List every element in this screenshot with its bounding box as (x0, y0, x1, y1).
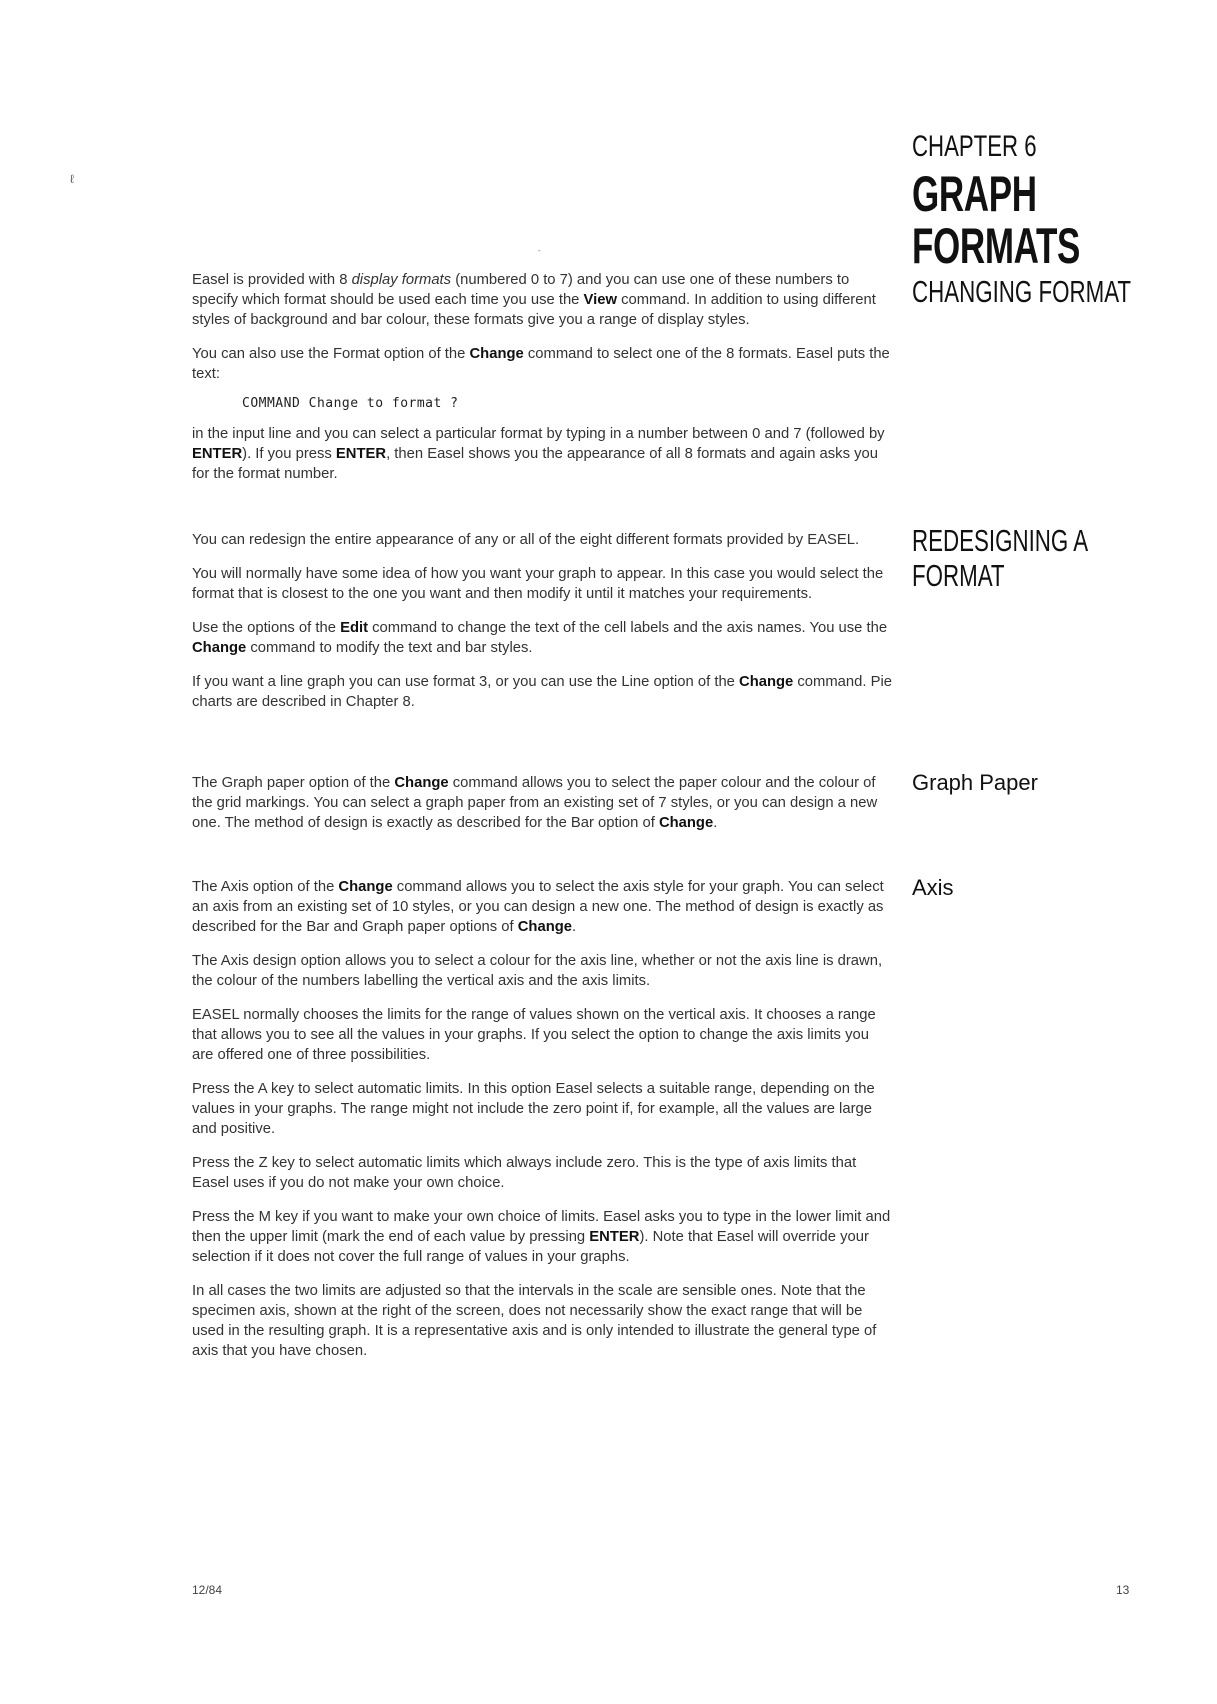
text-run: command allows you to select the paper colour and the colour of the grid markings. You can select a graph paper from an existing set of 7 styles, or you can design a new one. The method of design is exactly as described for the Bar option of (192, 775, 878, 831)
text-run: Press the M key if you want to make your own choice of limits. Easel asks you to type in the lower limit and then the upper limit (mark the end of each value by pressing (192, 1209, 891, 1245)
paragraph-limits-adjusted: In all cases the two limits are adjusted so that the intervals in the scale are sensible ones. Note that the specimen axis, shown at the right of the screen, does not necessarily show the exact range that will be used in the resulting graph. It is a representative axis and is only intended to illustrate the general type of axis that you have chosen. (192, 1283, 877, 1359)
keyword-change: Change (469, 346, 524, 362)
body-block-axis (192, 877, 892, 1361)
text-run: , then Easel shows you the appearance of all 8 formats and again asks you for the format number. (192, 446, 878, 482)
text-run: command. In addition to using different styles of background and bar colour, these formats give you a range of display styles. (192, 292, 876, 328)
text-run: ). If you press (242, 446, 336, 462)
body-block-redesigning (192, 530, 892, 712)
paragraph-key-a: Press the A key to select automatic limits. In this option Easel selects a suitable range, depending on the values in your graphs. The range might not include the zero point if, for example, all the values are large and positive. (192, 1081, 875, 1137)
keyword-edit: Edit (340, 620, 369, 636)
keyword-change: Change (394, 775, 449, 791)
paragraph-line-graph (192, 672, 892, 712)
keyword-enter: ENTER (589, 1229, 640, 1245)
footer-page-number: 13 (1116, 1583, 1130, 1597)
section-title-redesigning-line2: FORMAT (912, 558, 1005, 593)
text-run: . (572, 919, 577, 935)
section-title-redesigning-line1: REDESIGNING A (912, 523, 1089, 558)
text-run: Use the options of the (192, 620, 341, 636)
subsection-title-graph-paper: Graph Paper (912, 770, 1038, 795)
text-run: If you want a line graph you can use format 3, or you can use the Line option of the (192, 674, 740, 690)
body-block-graph-paper (192, 773, 892, 833)
chapter-heading (912, 130, 1216, 309)
paragraph-normally-idea: You will normally have some idea of how you want your graph to appear. In this case you would select the format that is closest to the one you want and then modify it until it matches your requirements. (192, 566, 884, 602)
paragraph-key-m (192, 1207, 892, 1267)
text-run: . (713, 815, 718, 831)
text-run: You can also use the Format option of the (192, 346, 470, 362)
text-run: command to modify the text and bar styles. (246, 640, 533, 656)
paragraph-graph-paper-option (192, 773, 892, 833)
paragraph-key-z: Press the Z key to select automatic limits which always include zero. This is the type of axis limits that Easel uses if you do not make your own choice. (192, 1155, 857, 1191)
chapter-label: CHAPTER 6 (912, 130, 1037, 163)
chapter-title-line1: GRAPH (912, 166, 1037, 222)
paragraph-display-formats (192, 270, 892, 330)
text-run: command to change the text of the cell labels and the axis names. You use the (368, 620, 888, 636)
text-run: (numbered 0 to 7) and you can use one of these numbers to specify which format should be used each time you use the (192, 272, 850, 308)
subsection-title-axis: Axis (912, 875, 954, 900)
text-run: command allows you to select the axis style for your graph. You can select an axis from an existing set of 10 styles, or you can design a new one. The method of design is exactly as described for the Bar and Graph paper options of (192, 879, 884, 935)
text-run: ). Note that Easel will override your selection if it does not cover the full range of values in your graphs. (192, 1229, 869, 1265)
subsection-heading-axis (912, 875, 954, 901)
section-heading-redesigning (912, 523, 1157, 593)
scan-speck-left: ℓ (70, 172, 74, 186)
section-title-changing-format: CHANGING FORMAT (912, 274, 1132, 309)
subsection-heading-graph-paper (912, 770, 1038, 796)
text-run: The Axis option of the (192, 879, 339, 895)
text-run: The Graph paper option of the (192, 775, 395, 791)
keyword-change: Change (192, 640, 247, 656)
scan-speck-top: - (538, 246, 541, 255)
command-line-example: COMMAND Change to format ? (242, 396, 459, 411)
keyword-change: Change (338, 879, 393, 895)
emphasis-display-formats: display formats (351, 272, 452, 288)
keyword-change: Change (658, 815, 714, 831)
keyword-enter: ENTER (335, 446, 387, 462)
footer-date: 12/84 (192, 1583, 223, 1597)
paragraph-axis-limits: EASEL normally chooses the limits for the range of values shown on the vertical axis. It chooses a range that allows you to see all the values in your graphs. If you select the option to change the axis limits you are offered one of three possibilities. (192, 1007, 876, 1063)
body-block-changing-format (192, 270, 892, 484)
paragraph-axis-design: The Axis design option allows you to select a colour for the axis line, whether or not the axis line is drawn, the colour of the numbers labelling the vertical axis and the axis limits. (192, 953, 883, 989)
paragraph-format-option (192, 344, 892, 384)
text-run: command. Pie charts are described in Chapter 8. (192, 674, 892, 710)
paragraph-redesign-entire: You can redesign the entire appearance of any or all of the eight different formats provided by EASEL. (192, 532, 860, 548)
chapter-title-line2: FORMATS (912, 218, 1080, 274)
text-run: in the input line and you can select a particular format by typing in a number between 0 and 7 (followed by (192, 426, 885, 442)
paragraph-input-line (192, 424, 892, 484)
paragraph-axis-option (192, 877, 892, 937)
paragraph-edit-command (192, 618, 892, 658)
text-run: command to select one of the 8 formats. Easel puts the text: (192, 346, 890, 382)
keyword-change: Change (739, 674, 794, 690)
keyword-enter: ENTER (192, 446, 243, 462)
keyword-change: Change (517, 919, 572, 935)
text-run: Easel is provided with 8 (192, 272, 352, 288)
keyword-view: View (583, 292, 617, 308)
